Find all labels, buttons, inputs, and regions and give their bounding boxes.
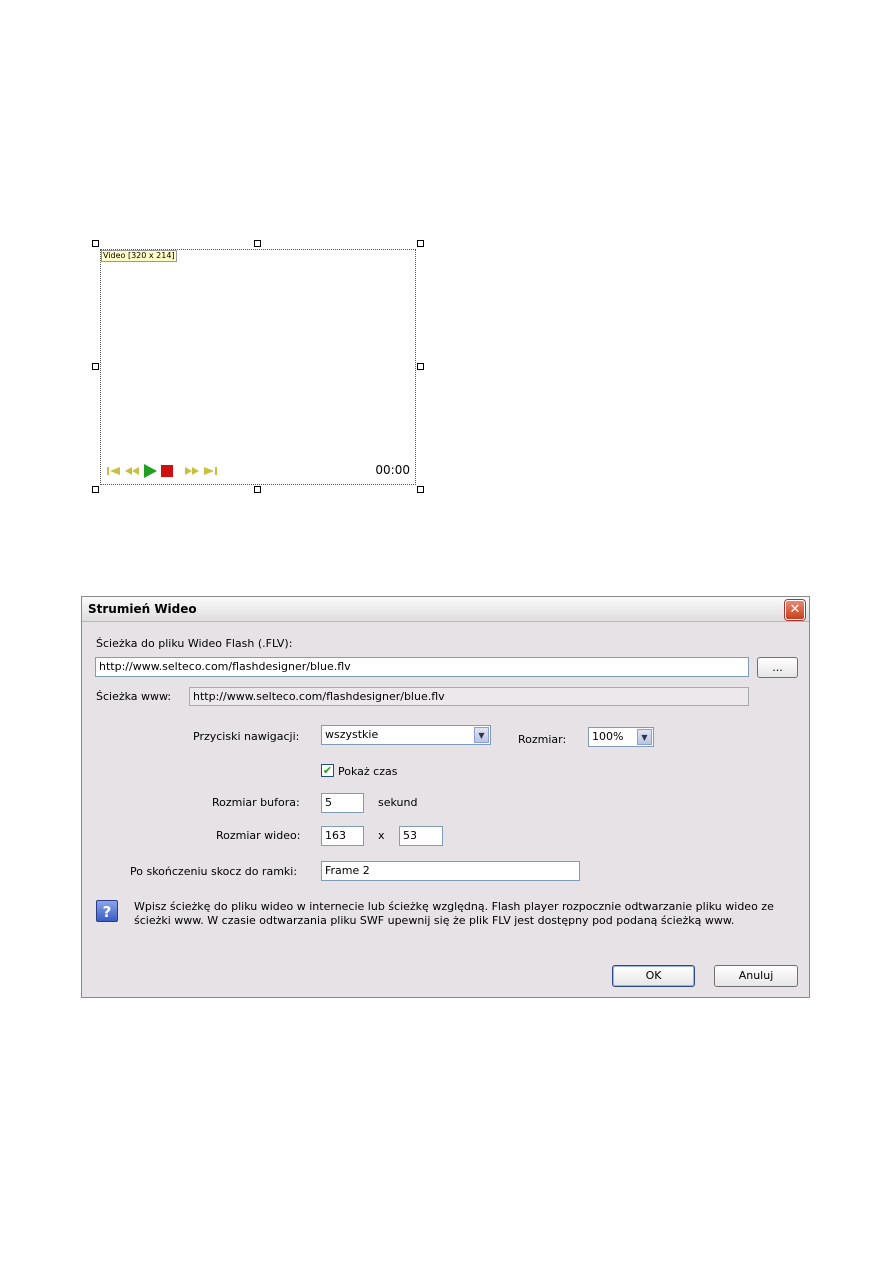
nav-buttons-label: Przyciski nawigacji: bbox=[193, 730, 300, 743]
help-icon: ? bbox=[96, 900, 118, 922]
checkmark-icon: ✔ bbox=[322, 764, 333, 777]
buffer-label: Rozmiar bufora: bbox=[212, 796, 300, 809]
resize-handle-bottom-left[interactable] bbox=[92, 486, 99, 493]
size-select[interactable] bbox=[588, 727, 654, 747]
dialog-titlebar[interactable] bbox=[82, 597, 809, 622]
video-height-input[interactable]: 53 bbox=[399, 826, 443, 846]
skip-back-icon[interactable] bbox=[107, 466, 121, 476]
resize-handle-bottom[interactable] bbox=[254, 486, 261, 493]
video-size-label: Video [320 x 214] bbox=[103, 251, 175, 260]
stop-icon[interactable] bbox=[161, 465, 173, 477]
resize-handle-top[interactable] bbox=[254, 240, 261, 247]
close-icon: ✕ bbox=[789, 602, 801, 617]
show-time-checkbox[interactable] bbox=[321, 764, 334, 777]
nav-buttons-select[interactable] bbox=[321, 725, 491, 745]
after-end-label: Po skończeniu skocz do ramki: bbox=[130, 865, 298, 878]
size-label: Rozmiar: bbox=[518, 733, 567, 746]
resize-handle-top-right[interactable] bbox=[417, 240, 424, 247]
resize-handle-bottom-right[interactable] bbox=[417, 486, 424, 493]
ok-button[interactable]: OK bbox=[612, 965, 695, 987]
video-size-separator: x bbox=[378, 829, 385, 842]
chevron-down-icon[interactable]: ▼ bbox=[474, 727, 489, 743]
show-time-label: Pokaż czas bbox=[338, 765, 398, 778]
help-text: Wpisz ścieżkę do pliku wideo w internecie lub ścieżkę względną. Flash player rozpocznie odtwarzanie pliku wideo ze ścieżki www. W czasie odtwarzania pliku SWF upewnij się że plik FLV jest dostępny pod podaną ścieżką www. bbox=[134, 900, 774, 927]
play-icon[interactable] bbox=[143, 464, 157, 478]
after-end-input[interactable]: Frame 2 bbox=[321, 861, 580, 881]
video-size-label: Rozmiar wideo: bbox=[216, 829, 301, 842]
video-time: 00:00 bbox=[375, 463, 410, 477]
video-controls bbox=[107, 464, 217, 478]
video-width-input[interactable]: 163 bbox=[321, 826, 364, 846]
buffer-input[interactable]: 5 bbox=[321, 793, 364, 813]
resize-handle-top-left[interactable] bbox=[92, 240, 99, 247]
flv-path-input[interactable]: http://www.selteco.com/flashdesigner/blue.flv bbox=[95, 657, 749, 677]
flv-path-label: Ścieżka do pliku Wideo Flash (.FLV): bbox=[96, 637, 293, 650]
resize-handle-right[interactable] bbox=[417, 363, 424, 370]
www-path-field: http://www.selteco.com/flashdesigner/blue.flv bbox=[189, 687, 749, 706]
resize-handle-left[interactable] bbox=[92, 363, 99, 370]
skip-forward-icon[interactable] bbox=[203, 466, 217, 476]
video-object[interactable] bbox=[100, 249, 416, 485]
fast-forward-icon[interactable] bbox=[185, 466, 199, 476]
close-button[interactable] bbox=[785, 600, 805, 620]
rewind-icon[interactable] bbox=[125, 466, 139, 476]
cancel-button[interactable]: Anuluj bbox=[714, 965, 798, 987]
browse-button[interactable]: ... bbox=[757, 657, 798, 678]
buffer-unit: sekund bbox=[378, 796, 418, 809]
www-path-label: Ścieżka www: bbox=[96, 690, 172, 703]
nav-buttons-value: wszystkie bbox=[325, 728, 379, 741]
chevron-down-icon[interactable]: ▼ bbox=[637, 729, 652, 745]
dialog-title: Strumień Wideo bbox=[88, 602, 197, 616]
size-value: 100% bbox=[592, 730, 624, 743]
video-stream-dialog bbox=[81, 596, 810, 998]
